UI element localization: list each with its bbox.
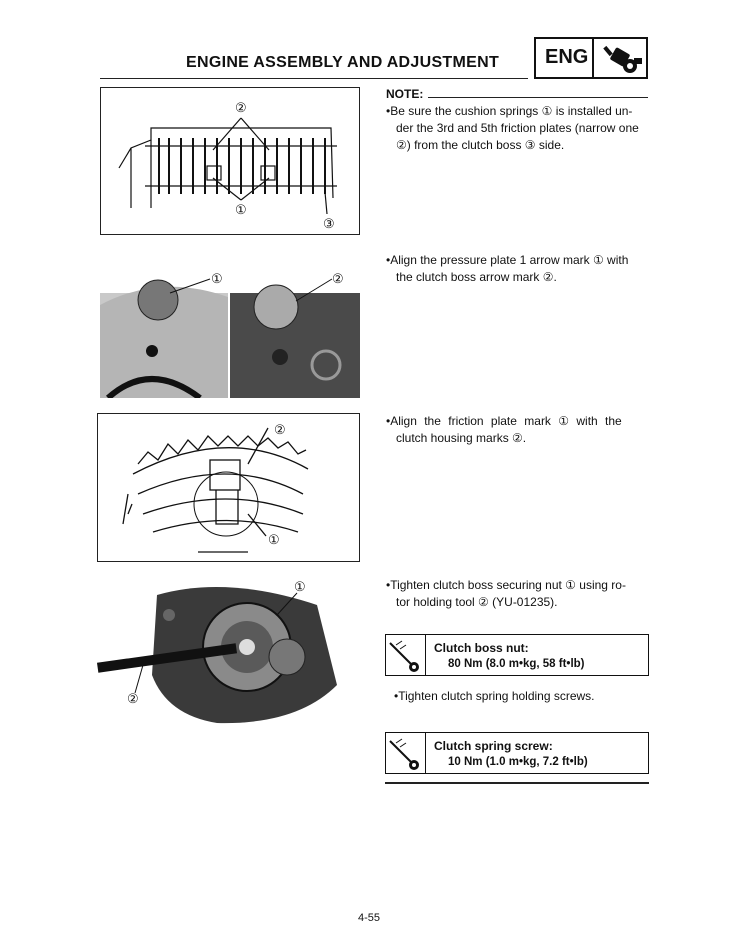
callout-2: ② <box>332 271 344 286</box>
page-number: 4-55 <box>358 912 381 924</box>
instruction-line: tor holding tool ② (YU-01235). <box>396 595 558 609</box>
engine-icon <box>600 42 644 76</box>
clutch-cross-section-drawing <box>101 88 359 234</box>
callout-1: ① <box>294 579 306 594</box>
callout-2: ② <box>235 100 247 115</box>
section-badge: ENG <box>545 46 589 68</box>
callout-3: ③ <box>323 216 335 231</box>
instruction-line: •Tighten clutch spring holding screws. <box>394 689 595 703</box>
instruction-line: •Align the friction plate mark ① with the <box>386 414 622 428</box>
instruction-line: clutch housing marks ②. <box>396 431 527 445</box>
note-label: NOTE: <box>386 87 424 101</box>
callout-1: ① <box>211 271 223 286</box>
spec-clutch-boss-nut <box>385 634 649 676</box>
instruction-line: the clutch boss arrow mark ②. <box>396 270 557 284</box>
spec-label: Clutch spring screw: <box>434 739 553 753</box>
section-badge-divider <box>592 37 594 79</box>
instruction-line: •Tighten clutch boss securing nut ① using ro- <box>386 578 626 592</box>
instruction-cushion-springs <box>386 103 656 154</box>
note-rule <box>428 97 648 98</box>
title-rule <box>100 78 528 79</box>
instruction-line: der the 3rd and 5th friction plates (narrow one <box>396 121 639 135</box>
instruction-line: •Be sure the cushion springs ① is installed un- <box>386 104 633 118</box>
instruction-clutch-boss-nut <box>386 577 656 611</box>
section-end-rule <box>385 782 649 784</box>
instruction-spring-screws <box>394 688 654 705</box>
spec-value: 10 Nm (1.0 m•kg, 7.2 ft•lb) <box>448 756 588 768</box>
figure-clutch-cross-section <box>100 87 360 235</box>
friction-plate-drawing <box>98 414 359 561</box>
figure-friction-plate-marks <box>97 413 360 562</box>
figure-holding-tool-photo <box>97 575 360 725</box>
spec-label: Clutch boss nut: <box>434 641 529 655</box>
spec-clutch-spring-screw <box>385 732 649 774</box>
callout-1: ① <box>268 532 280 547</box>
instruction-pressure-plate <box>386 252 656 286</box>
torque-wrench-icon <box>386 733 426 773</box>
spec-value: 80 Nm (8.0 m•kg, 58 ft•lb) <box>448 658 585 670</box>
instruction-line: •Align the pressure plate 1 arrow mark ① with <box>386 253 629 267</box>
figure-pressure-plate-photos <box>100 265 360 398</box>
instruction-friction-plate <box>386 413 656 447</box>
instruction-line: ②) from the clutch boss ③ side. <box>396 138 565 152</box>
callout-2: ② <box>274 422 286 437</box>
callout-2: ② <box>127 691 139 706</box>
torque-wrench-icon <box>386 635 426 675</box>
page-title: ENGINE ASSEMBLY AND ADJUSTMENT <box>186 54 500 71</box>
pressure-plate-photos <box>100 265 360 398</box>
callout-1: ① <box>235 202 247 217</box>
